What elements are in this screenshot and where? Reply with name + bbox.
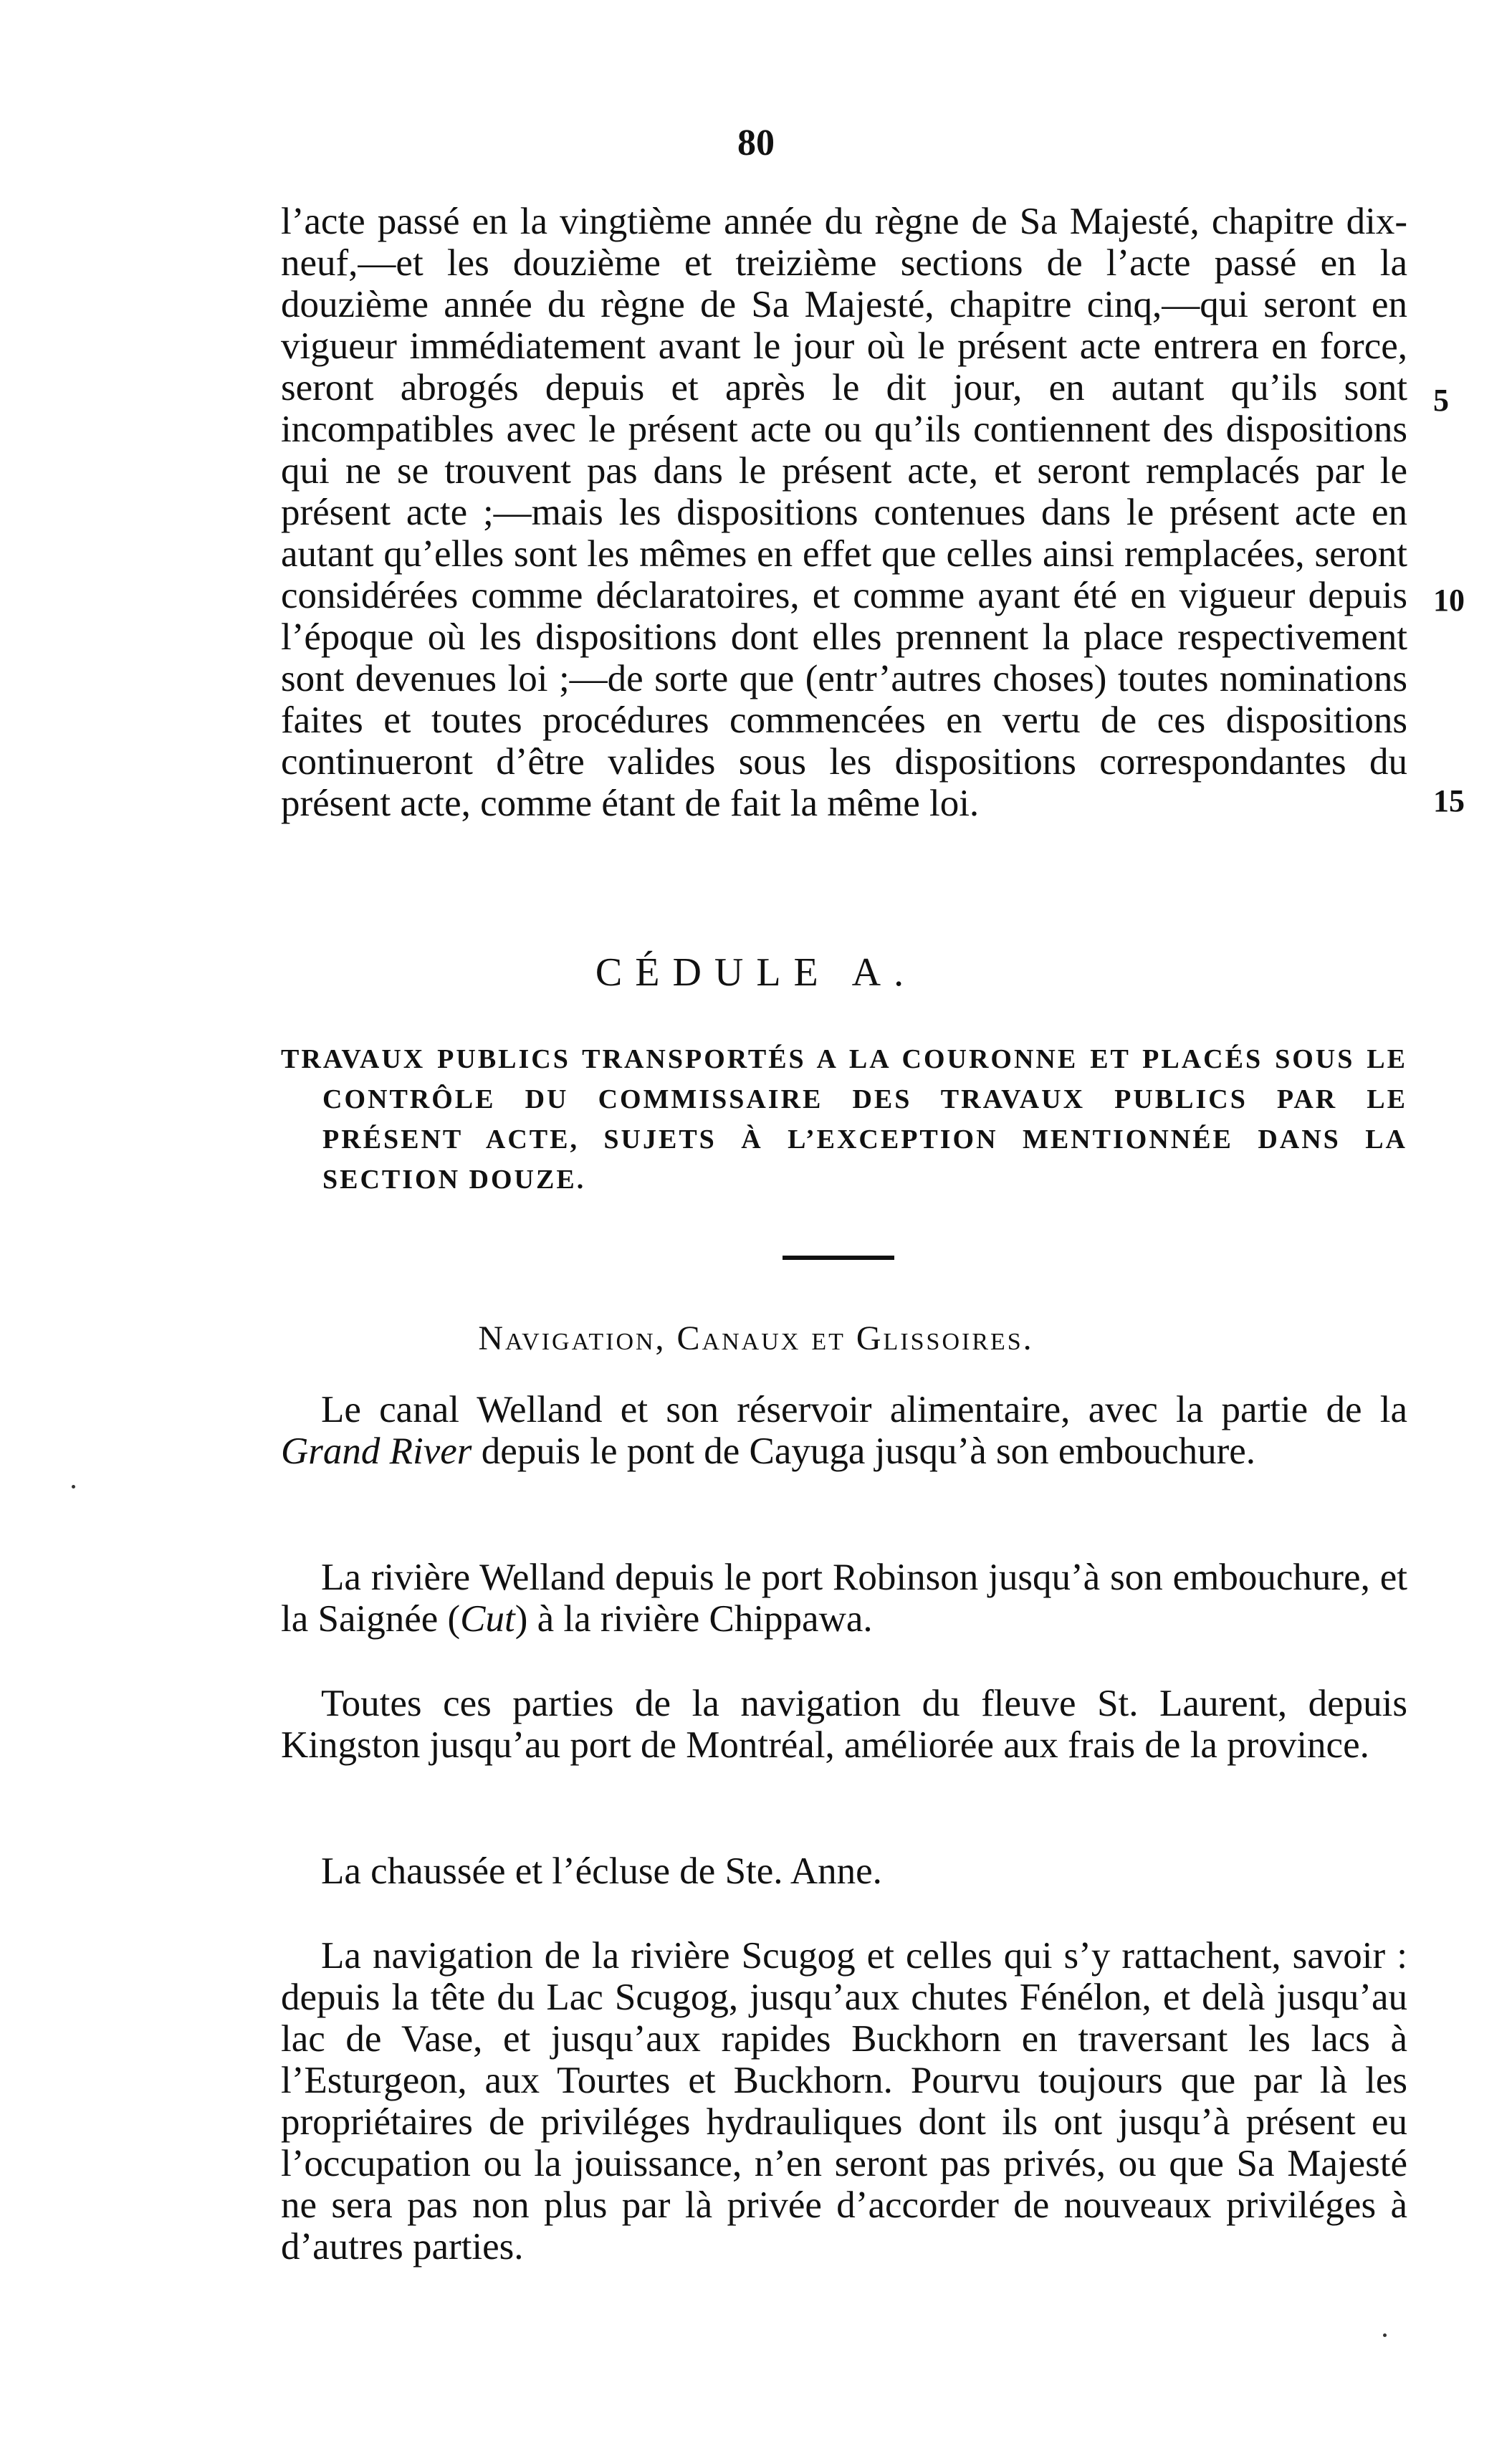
schedule-title: CÉDULE A. — [595, 950, 917, 995]
item-italic-text: Grand River — [281, 1430, 472, 1472]
line-number-15: 15 — [1433, 783, 1465, 818]
schedule-item-ste-anne — [281, 1850, 1407, 1892]
item-text: depuis le pont de Cayuga jusqu’à son embouchure. — [472, 1430, 1256, 1472]
section-title: Navigation, Canaux et Glissoires. — [478, 1319, 1034, 1357]
schedule-description: TRAVAUX PUBLICS TRANSPORTÉS A LA COURONNE ET PLACÉS SOUS LE CONTRÔLE DU COMMISSAIRE DES TRAVAUX PUBLICS PAR LE PRÉSENT ACTE, SUJETS À L’EXCEPTION MENTIONNÉE DANS LA SECTION DOUZE. — [281, 1044, 1407, 1195]
page-number: 80 — [737, 123, 775, 163]
item-text: Le canal Welland et son réservoir alimentaire, avec la partie de la — [321, 1389, 1407, 1430]
line-number-5: 5 — [1433, 383, 1449, 418]
item-text: La rivière Welland depuis le port Robinson jusqu’à son embouchure, et la Saignée ( — [281, 1557, 1407, 1640]
schedule-item-scugog — [281, 1935, 1407, 2268]
item-text: La chaussée et l’écluse de Ste. Anne. — [321, 1850, 882, 1892]
statute-paragraph: l’acte passé en la vingtième année du règne de Sa Majesté, chapitre dix-neuf,—et les douzième et treizième sections de l’acte passé en la douzième année du règne de Sa Majesté, chapitre cinq,—qui seront en vigueur immédiatement avant le jour où le présent acte entrera en force, seront abrogés depuis et après le dit jour, en autant qu’ils sont incompatibles avec le présent acte ou qu’ils contiennent des dispositions qui ne se trouvent pas dans le présent acte, et seront remplacés par le présent acte ;—mais les dispositions contenues dans le présent acte en autant qu’elles sont les mêmes en effet que celles ainsi remplacées, seront considérées comme déclaratoires, et comme ayant été en vigueur depuis l’époque où les dispositions dont elles prennent la place respectivement sont devenues loi ;—de sorte que (entr’autres choses) toutes nominations faites et toutes procédures commencées en vertu de ces dispositions continueront d’être valides sous les dispositions correspondantes du présent acte, comme étant de fait la même loi. — [281, 201, 1407, 824]
schedule-item-welland-canal — [281, 1389, 1407, 1472]
schedule-item-st-laurent — [281, 1683, 1407, 1766]
item-italic-text: Cut — [460, 1598, 515, 1640]
item-text: ) à la rivière Chippawa. — [515, 1598, 873, 1640]
item-text: Toutes ces parties de la navigation du fleuve St. Laurent, depuis Kingston jusqu’au port de Montréal, améliorée aux frais de la province. — [281, 1683, 1407, 1766]
item-text: La navigation de la rivière Scugog et celles qui s’y rattachent, savoir : depuis la tête du Lac Scugog, jusqu’aux chutes Fénélon, et delà jusqu’au lac de Vase, et jusqu’aux rapides Buckhorn en traversant les lacs à l’Esturgeon, aux Tourtes et Buckhorn. Pourvu toujours que par là les propriétaires de priviléges hydrauliques dont ils ont jusqu’à présent eu l’occupation ou la jouissance, n’en seront pas privés, ou que Sa Majesté ne sera pas non plus par là privée d’accorder de nouveaux priviléges à d’autres parties. — [281, 1935, 1407, 2268]
line-number-10: 10 — [1433, 583, 1465, 618]
paper-speck — [1383, 2333, 1387, 2337]
section-divider — [783, 1256, 894, 1260]
paper-speck — [72, 1485, 75, 1489]
schedule-item-welland-river — [281, 1557, 1407, 1640]
